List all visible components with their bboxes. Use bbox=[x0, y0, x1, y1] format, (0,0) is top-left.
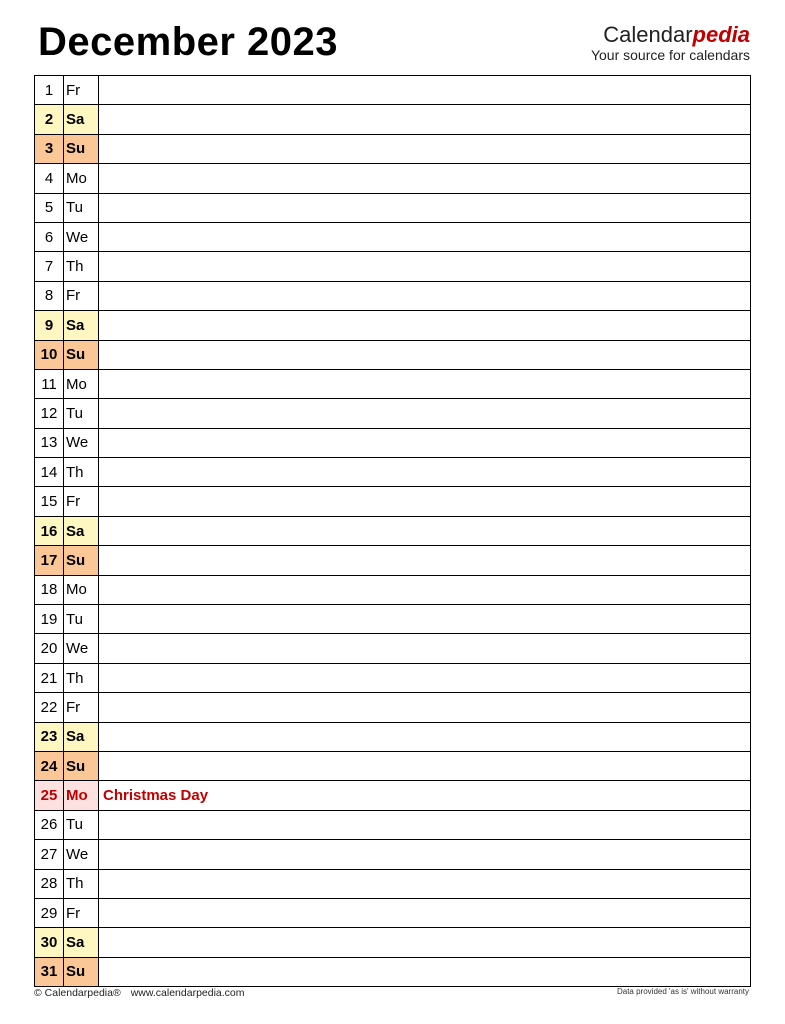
day-note-field[interactable] bbox=[99, 723, 750, 751]
calendar-row bbox=[34, 605, 751, 634]
calendar-row bbox=[34, 458, 751, 487]
day-number: 13 bbox=[35, 429, 64, 457]
day-note-field[interactable] bbox=[99, 840, 750, 868]
calendar-row bbox=[34, 252, 751, 281]
weekday-abbrev: Th bbox=[64, 458, 99, 486]
weekday-abbrev: We bbox=[64, 634, 99, 662]
day-number: 29 bbox=[35, 899, 64, 927]
day-note-field[interactable] bbox=[99, 105, 750, 133]
calendar-row bbox=[34, 664, 751, 693]
weekday-abbrev: Fr bbox=[64, 693, 99, 721]
calendar-row bbox=[34, 311, 751, 340]
day-note-field[interactable] bbox=[99, 194, 750, 222]
day-note-field[interactable]: Christmas Day bbox=[103, 787, 209, 805]
brand-name-plain: Calendar bbox=[603, 22, 693, 47]
calendar-row bbox=[34, 135, 751, 164]
day-note-field[interactable] bbox=[99, 135, 750, 163]
weekday-abbrev: Mo bbox=[64, 576, 99, 604]
day-note-field[interactable] bbox=[99, 899, 750, 927]
calendar-row bbox=[34, 634, 751, 663]
day-note-field[interactable] bbox=[99, 458, 750, 486]
day-number: 16 bbox=[35, 517, 64, 545]
day-note-field[interactable] bbox=[99, 487, 750, 515]
weekday-abbrev: Th bbox=[64, 870, 99, 898]
day-number: 31 bbox=[35, 958, 64, 986]
calendar-row bbox=[34, 282, 751, 311]
calendar-row bbox=[34, 781, 751, 810]
day-note-field[interactable] bbox=[99, 517, 750, 545]
weekday-abbrev: Sa bbox=[64, 105, 99, 133]
day-number: 7 bbox=[35, 252, 64, 280]
day-note-field[interactable] bbox=[99, 399, 750, 427]
weekday-abbrev: We bbox=[64, 840, 99, 868]
day-number: 22 bbox=[35, 693, 64, 721]
day-note-field[interactable] bbox=[99, 429, 750, 457]
calendar-row bbox=[34, 517, 751, 546]
weekday-abbrev: Mo bbox=[64, 781, 99, 809]
day-number: 19 bbox=[35, 605, 64, 633]
day-number: 20 bbox=[35, 634, 64, 662]
weekday-abbrev: Sa bbox=[64, 311, 99, 339]
weekday-abbrev: Su bbox=[64, 341, 99, 369]
calendar-row bbox=[34, 840, 751, 869]
calendar-row bbox=[34, 958, 751, 987]
calendar-table bbox=[34, 75, 751, 987]
calendar-row bbox=[34, 928, 751, 957]
calendar-row bbox=[34, 194, 751, 223]
footer-copyright: © Calendarpedia® bbox=[34, 987, 121, 999]
calendar-row bbox=[34, 76, 751, 105]
footer-left bbox=[34, 987, 245, 999]
weekday-abbrev: Th bbox=[64, 252, 99, 280]
page-title: December 2023 bbox=[38, 20, 339, 64]
day-number: 23 bbox=[35, 723, 64, 751]
day-note-field[interactable] bbox=[99, 546, 750, 574]
day-note-field[interactable] bbox=[99, 928, 750, 956]
weekday-abbrev: Fr bbox=[64, 487, 99, 515]
calendar-row bbox=[34, 693, 751, 722]
footer-url[interactable]: www.calendarpedia.com bbox=[130, 987, 245, 999]
weekday-abbrev: Mo bbox=[64, 370, 99, 398]
weekday-abbrev: Fr bbox=[64, 76, 99, 104]
day-number: 18 bbox=[35, 576, 64, 604]
day-number: 4 bbox=[35, 164, 64, 192]
calendar-row bbox=[34, 811, 751, 840]
day-number: 12 bbox=[35, 399, 64, 427]
day-number: 10 bbox=[35, 341, 64, 369]
day-number: 15 bbox=[35, 487, 64, 515]
day-number: 27 bbox=[35, 840, 64, 868]
day-note-field[interactable] bbox=[99, 164, 750, 192]
day-number: 25 bbox=[35, 781, 64, 809]
day-number: 5 bbox=[35, 194, 64, 222]
day-note-field[interactable] bbox=[99, 576, 750, 604]
day-note-field[interactable] bbox=[99, 76, 750, 104]
weekday-abbrev: Tu bbox=[64, 811, 99, 839]
day-number: 11 bbox=[35, 370, 64, 398]
calendar-row bbox=[34, 164, 751, 193]
day-note-field[interactable] bbox=[99, 252, 750, 280]
calendar-row bbox=[34, 870, 751, 899]
weekday-abbrev: Su bbox=[64, 135, 99, 163]
calendar-row bbox=[34, 341, 751, 370]
calendar-row bbox=[34, 105, 751, 134]
calendar-row bbox=[34, 723, 751, 752]
day-note-field[interactable] bbox=[99, 664, 750, 692]
weekday-abbrev: Sa bbox=[64, 517, 99, 545]
brand-tagline: Your source for calendars bbox=[590, 47, 750, 63]
day-note-field[interactable] bbox=[99, 811, 750, 839]
footer-disclaimer: Data provided 'as is' without warranty bbox=[616, 987, 749, 996]
calendar-row bbox=[34, 752, 751, 781]
day-number: 28 bbox=[35, 870, 64, 898]
weekday-abbrev: Th bbox=[64, 664, 99, 692]
day-note-field[interactable] bbox=[99, 958, 750, 986]
day-number: 2 bbox=[35, 105, 64, 133]
weekday-abbrev: Fr bbox=[64, 899, 99, 927]
day-number: 9 bbox=[35, 311, 64, 339]
day-number: 8 bbox=[35, 282, 64, 310]
day-number: 26 bbox=[35, 811, 64, 839]
day-note-field[interactable] bbox=[99, 341, 750, 369]
calendar-row bbox=[34, 429, 751, 458]
day-number: 30 bbox=[35, 928, 64, 956]
weekday-abbrev: Tu bbox=[64, 605, 99, 633]
weekday-abbrev: Tu bbox=[64, 194, 99, 222]
weekday-abbrev: Tu bbox=[64, 399, 99, 427]
day-number: 24 bbox=[35, 752, 64, 780]
day-number: 1 bbox=[35, 76, 64, 104]
day-number: 6 bbox=[35, 223, 64, 251]
day-number: 3 bbox=[35, 135, 64, 163]
calendar-row bbox=[34, 546, 751, 575]
day-note-field[interactable] bbox=[99, 311, 750, 339]
day-number: 21 bbox=[35, 664, 64, 692]
calendar-row bbox=[34, 223, 751, 252]
day-number: 14 bbox=[35, 458, 64, 486]
day-note-field[interactable] bbox=[99, 605, 750, 633]
calendar-row bbox=[34, 899, 751, 928]
brand-name-accent: pedia bbox=[692, 22, 750, 47]
day-note-field[interactable] bbox=[99, 223, 750, 251]
day-number: 17 bbox=[35, 546, 64, 574]
day-note-field[interactable] bbox=[99, 634, 750, 662]
day-note-field[interactable] bbox=[99, 870, 750, 898]
weekday-abbrev: Sa bbox=[64, 723, 99, 751]
weekday-abbrev: Mo bbox=[64, 164, 99, 192]
weekday-abbrev: We bbox=[64, 223, 99, 251]
weekday-abbrev: We bbox=[64, 429, 99, 457]
day-note-field[interactable] bbox=[99, 752, 750, 780]
brand-name bbox=[591, 22, 750, 48]
calendar-row bbox=[34, 487, 751, 516]
calendar-row bbox=[34, 576, 751, 605]
day-note-field[interactable] bbox=[99, 370, 750, 398]
weekday-abbrev: Sa bbox=[64, 928, 99, 956]
calendar-row bbox=[34, 370, 751, 399]
calendar-row bbox=[34, 399, 751, 428]
brand-logo[interactable] bbox=[591, 22, 750, 62]
weekday-abbrev: Su bbox=[64, 546, 99, 574]
day-note-field[interactable] bbox=[99, 282, 750, 310]
day-note-field[interactable] bbox=[99, 693, 750, 721]
weekday-abbrev: Su bbox=[64, 958, 99, 986]
weekday-abbrev: Fr bbox=[64, 282, 99, 310]
weekday-abbrev: Su bbox=[64, 752, 99, 780]
